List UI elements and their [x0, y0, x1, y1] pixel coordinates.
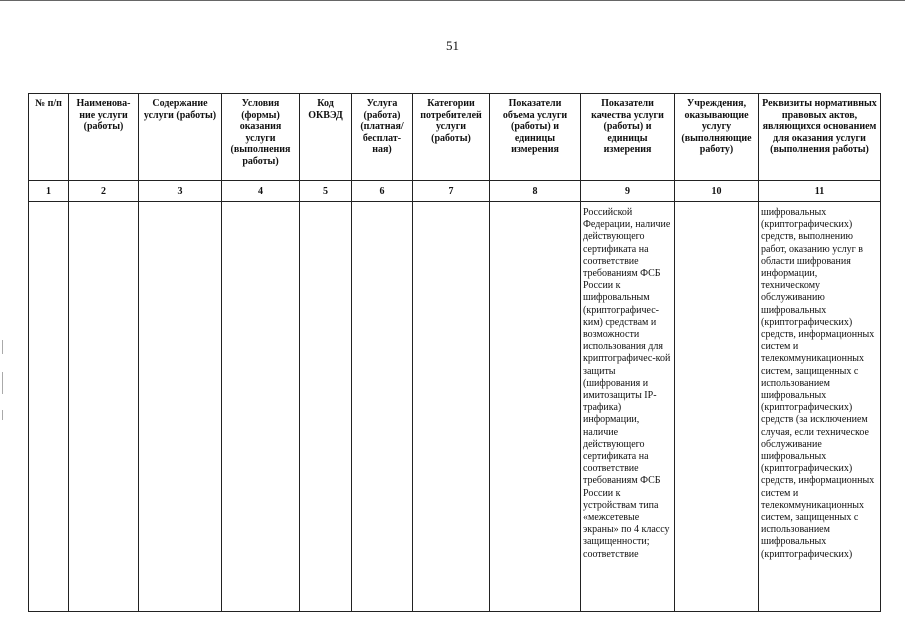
column-number: 10 [675, 181, 759, 202]
header-cell: Показатели объема услуги (работы) и единицы измерения [490, 94, 581, 181]
quality-indicators-text: Российской Федерации, наличие действующего сертификата на соответствие требованиям ФСБ России к шифровальным (криптографичес-ким) средствам и возможности использования для криптографичес-кой защиты (шифрования и имитозащиты IP-трафика) информации, наличие действующего сертификата на соответствие требованиям ФСБ России к устройствам типа «межсетевые экраны» по 4 классу защищенности; соответствие [583, 207, 671, 560]
table-cell [69, 202, 139, 612]
column-number: 9 [581, 181, 675, 202]
table-cell [675, 202, 759, 612]
header-cell: Условия (формы) оказания услуги (выполнения работы) [222, 94, 300, 181]
legal-basis-cell [759, 202, 881, 612]
table-cell [413, 202, 490, 612]
scan-margin-mark [2, 340, 3, 354]
column-number: 2 [69, 181, 139, 202]
table-cell [490, 202, 581, 612]
services-table [28, 93, 881, 612]
header-cell: Услуга (работа) (платная/ бесплат-ная) [352, 94, 413, 181]
header-cell: Реквизиты нормативных правовых актов, являющихся основанием для оказания услуги (выполнения работы) [759, 94, 881, 181]
table-cell [29, 202, 69, 612]
column-number: 8 [490, 181, 581, 202]
column-number-row [29, 181, 881, 202]
table-header-row [29, 94, 881, 181]
column-number: 6 [352, 181, 413, 202]
table-cell [139, 202, 222, 612]
header-cell: Наименова-ние услуги (работы) [69, 94, 139, 181]
header-cell: Категории потребителей услуги (работы) [413, 94, 490, 181]
header-cell: № п/п [29, 94, 69, 181]
table-cell [222, 202, 300, 612]
legal-basis-text: шифровальных (криптографических) средств, выполнению работ, оказанию услуг в области шифрования информации, техническому обслуживанию шифровальных (криптографических) средств, информационных систем и телекоммуникационных систем, защищенных с использованием шифровальных (криптографических) средств (за исключением случая, если техническое обслуживание шифровальных (криптографических) средств, информационных систем и телекоммуникационных систем, защищенных с использованием шифровальных (криптографических) [761, 207, 875, 560]
column-number: 11 [759, 181, 881, 202]
column-number: 1 [29, 181, 69, 202]
table-row [29, 202, 881, 612]
column-number: 3 [139, 181, 222, 202]
header-cell: Код ОКВЭД [300, 94, 352, 181]
page-top-edge [0, 0, 905, 1]
header-cell: Показатели качества услуги (работы) и единицы измерения [581, 94, 675, 181]
header-cell: Содержание услуги (работы) [139, 94, 222, 181]
header-cell: Учреждения, оказывающие услугу (выполняющие работу) [675, 94, 759, 181]
scan-margin-mark [2, 372, 3, 394]
table-cell [352, 202, 413, 612]
scan-margin-mark [2, 410, 3, 420]
page-number: 51 [446, 38, 459, 53]
quality-indicators-cell [581, 202, 675, 612]
table-cell [300, 202, 352, 612]
column-number: 4 [222, 181, 300, 202]
column-number: 7 [413, 181, 490, 202]
column-number: 5 [300, 181, 352, 202]
